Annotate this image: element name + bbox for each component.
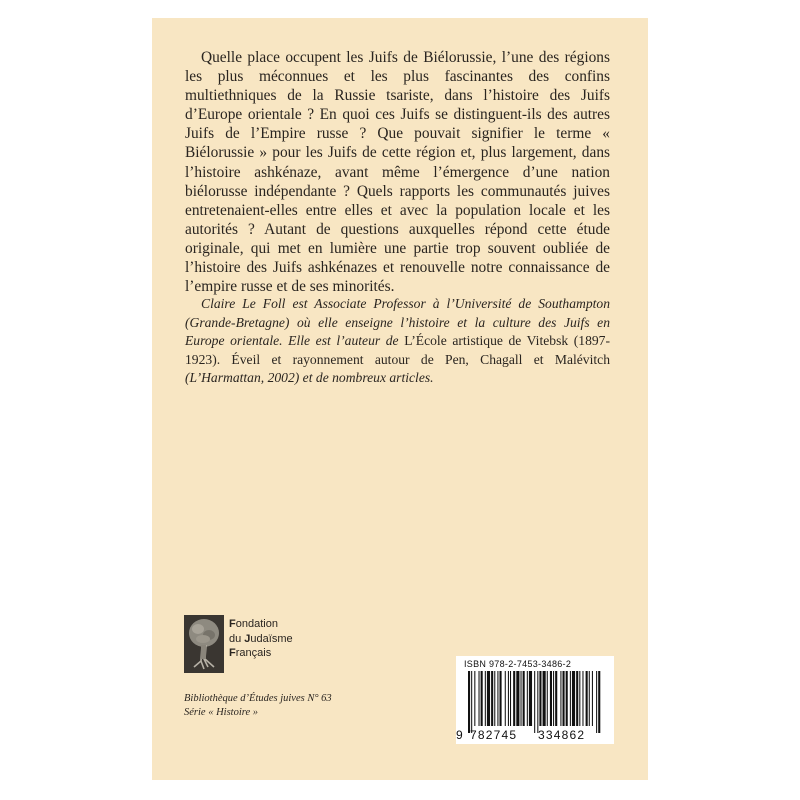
bio-text: Claire Le Foll est Associate Professor à l’Université de Southampton (Grande-Bretagne) où elle enseigne l’histoire et la culture des Juifs en Europe orientale. Elle est l’auteur de: [185, 296, 610, 349]
barcode-bars: [464, 671, 606, 733]
barcode-bar: [566, 671, 568, 726]
barcode-bar: [539, 671, 541, 726]
barcode-bar: [510, 671, 511, 726]
foundation-logo-block: [184, 615, 293, 673]
back-cover: [152, 18, 648, 780]
barcode-digit-group-1: 782745: [470, 728, 518, 742]
tree-logo-icon: [184, 615, 224, 673]
barcode-bar: [513, 671, 515, 726]
barcode-bar: [505, 671, 506, 726]
barcode-bar: [570, 671, 571, 726]
barcode-bar: [485, 671, 486, 726]
barcode-bar: [516, 671, 519, 726]
collection-label: Bibliothèque d’Études juives N° 63: [184, 693, 332, 704]
barcode-bar: [582, 671, 583, 726]
barcode-bar: [521, 671, 522, 726]
barcode-digit-group-2: 334862: [538, 728, 586, 742]
barcode-bar: [497, 671, 498, 726]
bio-book-title: L’École artistique de Vitebsk (1897-1923). Éveil et rayonnement autour de Pen, Chagall et Malévitch: [185, 333, 610, 367]
barcode-bar: [589, 671, 590, 726]
barcode-bar: [572, 671, 575, 726]
series-label: Série « Histoire »: [184, 707, 258, 718]
barcode-bar: [491, 671, 493, 726]
barcode-bar: [471, 671, 472, 733]
foundation-line-3: Français: [229, 647, 272, 659]
barcode-bar: [474, 671, 475, 726]
barcode-bar: [534, 671, 535, 733]
isbn-label: ISBN 978-2-7453-3486-2: [464, 659, 572, 669]
barcode-bar: [547, 671, 548, 726]
foundation-line-2: du Judaïsme: [229, 632, 293, 645]
barcode-bar: [537, 671, 538, 733]
barcode-bar: [560, 671, 561, 726]
series-info: [184, 692, 332, 720]
barcode-bar: [596, 671, 597, 733]
barcode-bar: [550, 671, 552, 726]
bio-publisher: (L’Harmattan, 2002) et de nombreux articles.: [185, 370, 434, 386]
barcode-digit-first: 9: [456, 728, 464, 742]
foundation-name: [229, 617, 293, 661]
barcode-bar: [586, 671, 588, 726]
barcode-bar: [487, 671, 490, 726]
author-bio: [185, 295, 610, 388]
blurb-paragraph: Quelle place occupent les Juifs de Biélorussie, l’une des régions les plus méconnues et les plus fascinantes des confins multiethniques de la Russie tsariste, dans l’histoire des Juifs d’Europe orientale ? En quoi ces Juifs se distinguent-ils des autres Juifs de l’Empire russe ? Que pouvait signifier le terme « Biélorussie » pour les Juifs de cette région et, plus largement, dans l’histoire ashkénaze, avant même l’émergence d’une nation biélorusse indépendante ? Quels rapports les communautés juives entretenaient-elles entre elles et avec la population locale et les autorités ? Autant de questions auxquelles répond cette étude originale, qui met en lumière une partie trop souvent oubliée de l’histoire des Juifs ashkénazes et renouvelle notre connaissance de l’empire russe et de ses minorités.: [185, 49, 610, 296]
barcode-bar: [523, 671, 525, 726]
barcode-bar: [479, 671, 480, 726]
barcode-bar: [500, 671, 502, 726]
barcode-bar: [527, 671, 528, 726]
foundation-line-1: Fondation: [229, 618, 278, 630]
barcode-bar: [598, 671, 600, 733]
barcode-bar: [553, 671, 554, 726]
barcode-bar: [468, 671, 470, 733]
barcode-bar: [481, 671, 483, 726]
barcode-bar: [543, 671, 546, 726]
isbn-barcode: [456, 656, 614, 744]
barcode-bar: [563, 671, 565, 726]
barcode-bar: [494, 671, 495, 726]
barcode-bar: [555, 671, 557, 726]
barcode-bar: [529, 671, 532, 726]
barcode-bar: [508, 671, 509, 726]
barcode-bar: [576, 671, 578, 726]
barcode-bar: [579, 671, 580, 726]
barcode-bar: [592, 671, 593, 726]
